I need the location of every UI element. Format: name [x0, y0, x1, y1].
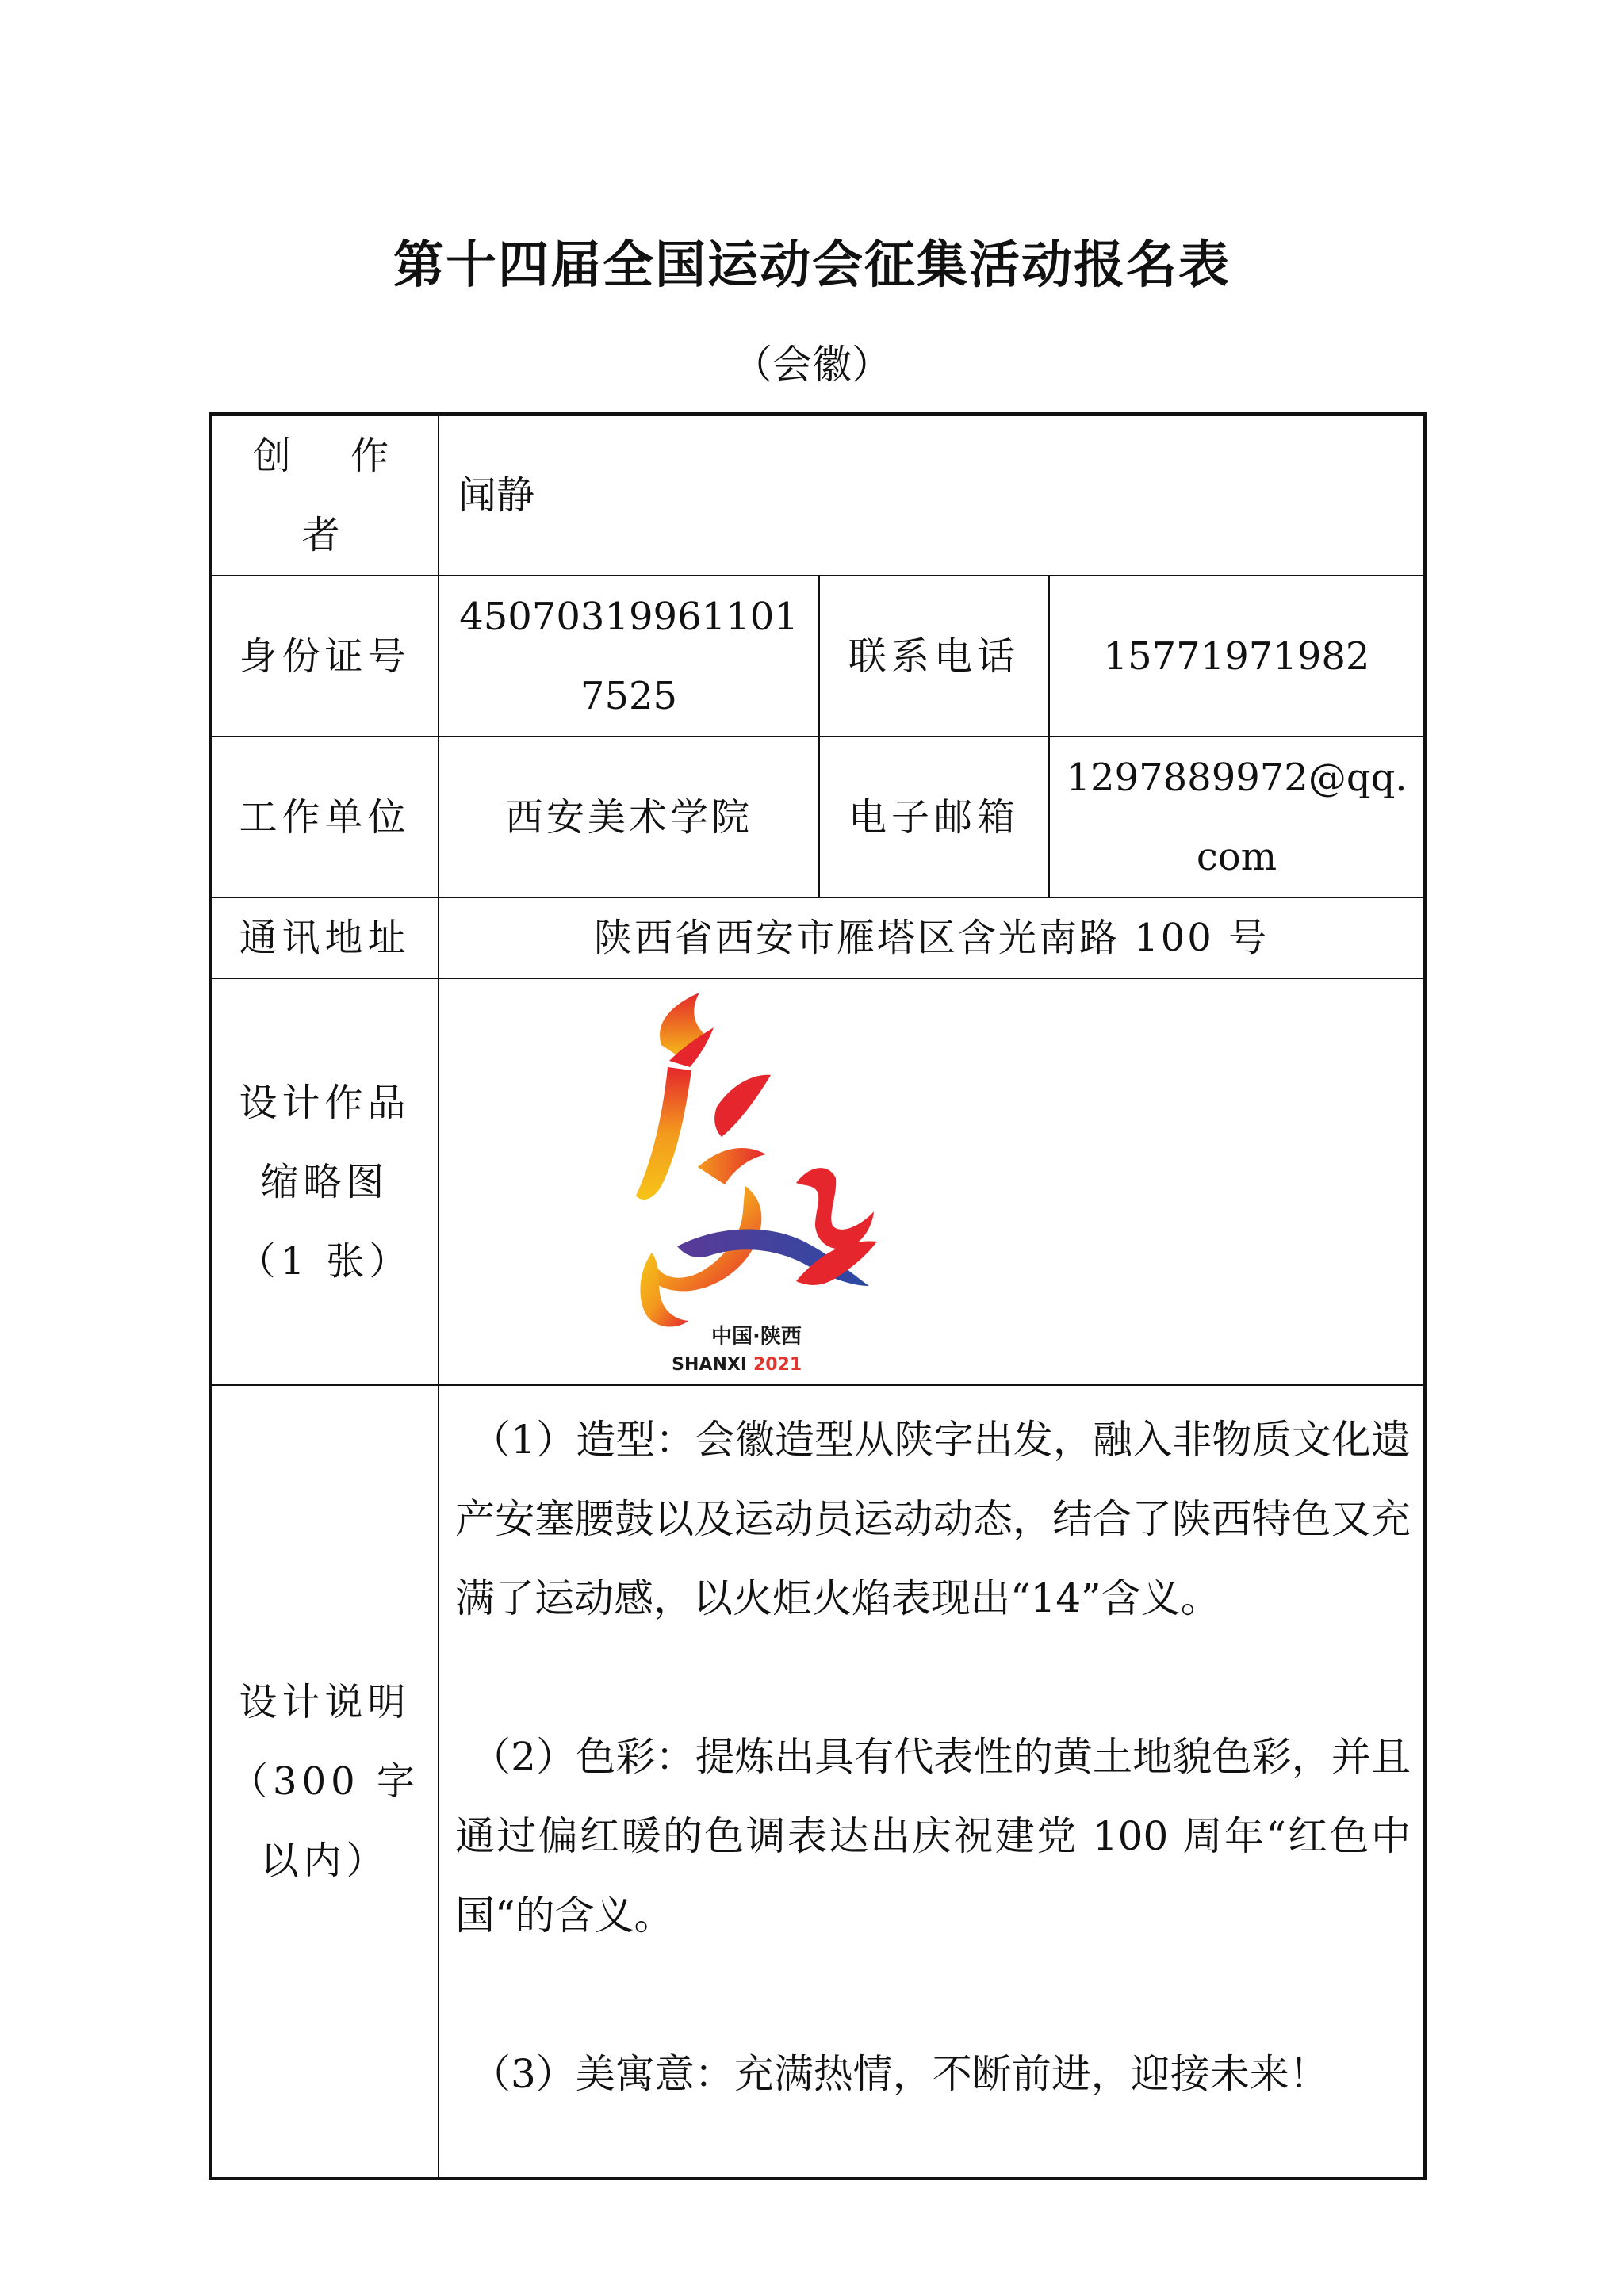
thumbnail-label-line2: 缩略图 [260, 1159, 389, 1204]
address-value: 陕西省西安市雁塔区含光南路 100 号 [439, 897, 1425, 978]
creator-label: 创 作 者 [210, 415, 439, 576]
emblem-logo [558, 988, 1002, 1376]
description-paragraph-2: （2）色彩：提炼出具有代表性的黄土地貌色彩，并且通过偏红暖的色调表达出庆祝建党 100 周年“红色中国“的含义。 [455, 1734, 1411, 1938]
torch-body [636, 1067, 691, 1200]
row-thumbnail [210, 978, 1425, 1385]
email-value: 1297889972@qq.com [1049, 737, 1425, 897]
description-label-line3: 以内） [260, 1839, 389, 1883]
creator-value: 闻静 [439, 415, 1425, 576]
id-value: 450703199611017525 [439, 576, 819, 737]
unit-label: 工作单位 [210, 737, 439, 897]
logo-text-cn: 中国·陕西 [711, 1324, 802, 1349]
page-title: 第十四届全国运动会征集活动报名表 [393, 236, 1231, 295]
description-label-line1: 设计说明 [239, 1680, 411, 1724]
thumbnail-cell [439, 978, 1425, 1385]
page-subtitle: （会徽） [733, 342, 891, 388]
phone-value: 15771971982 [1049, 576, 1425, 737]
address-label: 通讯地址 [210, 897, 439, 978]
description-paragraph-3: （3）美寓意：充满热情，不断前进，迎接未来！ [471, 2051, 1329, 2097]
row-description [210, 1385, 1425, 2179]
email-label: 电子邮箱 [819, 737, 1049, 897]
thumbnail-label-line3: （1 张） [237, 1238, 412, 1284]
phone-label: 联系电话 [819, 576, 1049, 737]
description-label-line2: （300 字 [230, 1759, 419, 1804]
thumbnail-label-line1: 设计作品 [239, 1080, 411, 1125]
row-id-phone [210, 576, 1425, 737]
logo-text-en: SHANXI [672, 1354, 747, 1375]
thumbnail-label [210, 978, 439, 1385]
right-hook [796, 1168, 874, 1249]
row-unit-email [210, 737, 1425, 897]
logo-text-year: 2021 [753, 1354, 802, 1375]
row-address [210, 897, 1425, 978]
description-label [210, 1385, 439, 2179]
registration-form [209, 412, 1427, 2180]
row-creator [210, 415, 1425, 576]
head-swash [714, 1074, 771, 1136]
arm-stroke [698, 1148, 766, 1184]
description-cell [439, 1385, 1425, 2179]
id-label: 身份证号 [210, 576, 439, 737]
description-paragraph-1: （1）造型：会徽造型从陕字出发，融入非物质文化遗产安塞腰鼓以及运动员运动动态，结合了陕西特色又充满了运动感，以火炬火焰表现出“14”含义。 [455, 1417, 1411, 1621]
unit-value: 西安美术学院 [439, 737, 819, 897]
